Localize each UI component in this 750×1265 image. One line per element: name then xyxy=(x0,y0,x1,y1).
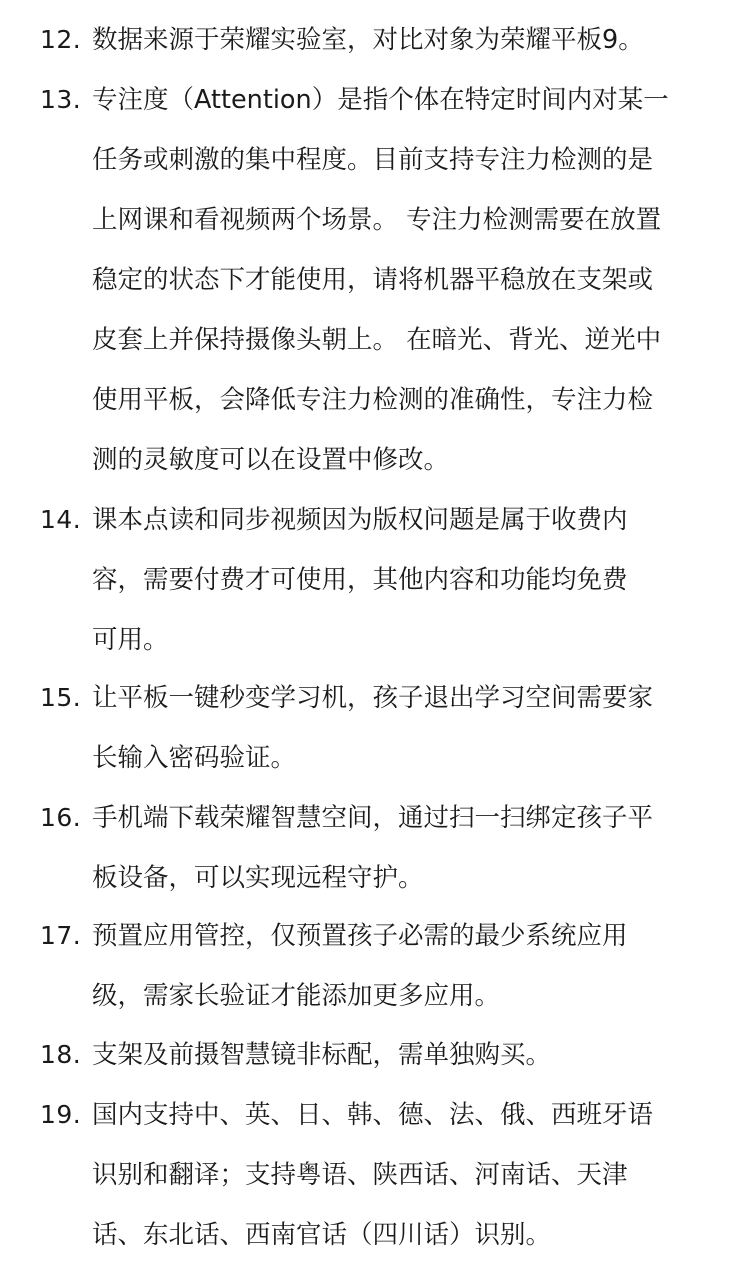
note-line: 国内支持中、英、日、韩、德、法、俄、西班牙语 xyxy=(92,1100,654,1130)
note-number: 17. xyxy=(40,921,82,950)
note-line: 稳定的状态下才能使用，请将机器平稳放在支架或 xyxy=(92,265,654,295)
note-text xyxy=(92,788,712,908)
note-number: 18. xyxy=(40,1040,82,1069)
note-line: 课本点读和同步视频因为版权问题是属于收费内 xyxy=(92,505,628,535)
note-text xyxy=(92,10,712,70)
note-line: 让平板一键秒变学习机，孩子退出学习空间需要家 xyxy=(92,683,654,713)
note-line: 使用平板，会降低专注力检测的准确性，专注力检 xyxy=(92,385,654,415)
note-line: 手机端下载荣耀智慧空间，通过扫一扫绑定孩子平 xyxy=(92,803,654,833)
note-line: 支架及前摄智慧镜非标配，需单独购买。 xyxy=(92,1040,552,1070)
note-number: 13. xyxy=(40,85,82,114)
note-line: 上网课和看视频两个场景。 专注力检测需要在放置 xyxy=(92,205,662,235)
note-line: 长输入密码验证。 xyxy=(92,743,297,773)
note-line: 数据来源于荣耀实验室，对比对象为荣耀平板9。 xyxy=(92,25,644,55)
note-line: 预置应用管控，仅预置孩子必需的最少系统应用 xyxy=(92,921,628,951)
note-text xyxy=(92,906,712,1026)
note-line: 可用。 xyxy=(92,625,169,655)
note-text xyxy=(92,70,712,490)
note-number: 19. xyxy=(40,1100,82,1129)
note-number: 12. xyxy=(40,25,82,54)
note-text xyxy=(92,490,712,670)
note-line: 专注度（Attention）是指个体在特定时间内对某一 xyxy=(92,85,669,115)
note-number: 14. xyxy=(40,505,82,534)
note-line: 板设备，可以实现远程守护。 xyxy=(92,863,424,893)
note-line: 测的灵敏度可以在设置中修改。 xyxy=(92,445,450,475)
note-line: 级，需家长验证才能添加更多应用。 xyxy=(92,981,501,1011)
note-text xyxy=(92,1025,712,1085)
note-number: 15. xyxy=(40,683,82,712)
note-line: 识别和翻译；支持粤语、陕西话、河南话、天津 xyxy=(92,1160,628,1190)
note-text xyxy=(92,1085,712,1265)
note-text xyxy=(92,668,712,788)
note-line: 任务或刺激的集中程度。目前支持专注力检测的是 xyxy=(92,145,654,175)
note-line: 容，需要付费才可使用，其他内容和功能均免费 xyxy=(92,565,628,595)
note-line: 皮套上并保持摄像头朝上。 在暗光、背光、逆光中 xyxy=(92,325,662,355)
note-line: 话、东北话、西南官话（四川话）识别。 xyxy=(92,1220,552,1250)
note-number: 16. xyxy=(40,803,82,832)
